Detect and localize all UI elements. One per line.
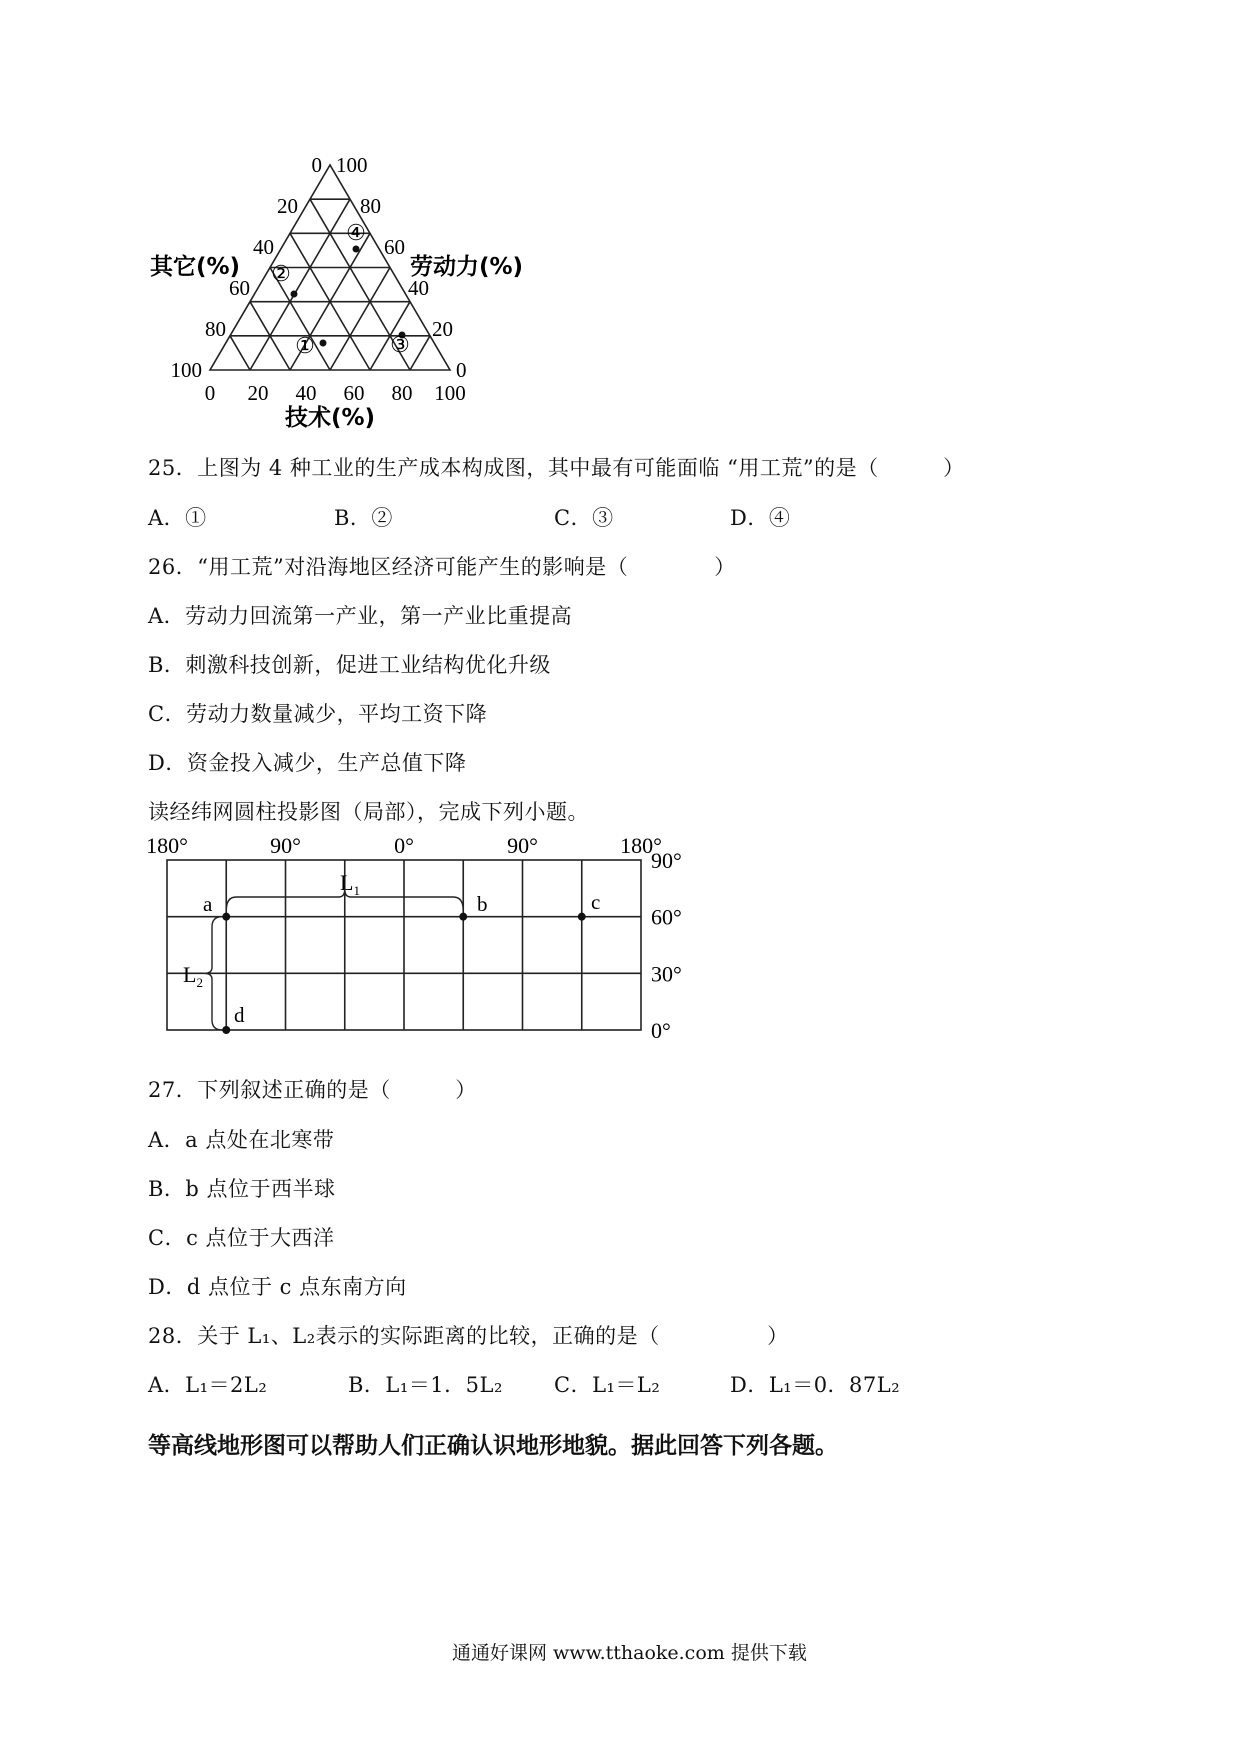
contour-intro: 等高线地形图可以帮助人们正确认识地形地貌。据此回答下列各题。 (148, 1433, 838, 1459)
bottom-tick-label: 0 (204, 381, 216, 405)
q28-option-d: D．L₁＝0．87L₂ (730, 1373, 901, 1397)
map-point (459, 913, 467, 921)
right-tick-label: 100 (336, 153, 368, 177)
marker-label: ③ (390, 332, 410, 358)
data-dot (291, 291, 298, 298)
left-tick-label: 100 (170, 358, 202, 382)
data-dot (320, 340, 327, 347)
right-tick-label: 40 (408, 276, 429, 300)
ternary-diagram (140, 150, 560, 440)
q26-stem: 26．“用工荒”对沿海地区经济可能产生的影响是（ ） (148, 555, 736, 579)
left-tick-label: 60 (229, 276, 250, 300)
map-point (578, 913, 586, 921)
q27-option-d: D．d 点位于 c 点东南方向 (148, 1275, 407, 1299)
bottom-tick-label: 100 (434, 381, 466, 405)
axis-label-labor: 劳动力(%) (410, 254, 524, 280)
q27-stem: 27．下列叙述正确的是（ ） (148, 1078, 477, 1102)
data-dot (353, 246, 360, 253)
q27-option-b: B．b 点位于西半球 (148, 1177, 336, 1201)
q27-option-a: A．a 点处在北寒带 (148, 1128, 335, 1152)
longitude-label: 180° (146, 835, 188, 858)
latitude-label: 90° (651, 848, 682, 873)
right-tick-label: 60 (384, 235, 405, 259)
l2-label: $L_2$ (183, 962, 203, 990)
q25-option-c: C．③ (554, 506, 614, 530)
axis-label-tech: 技术(%) (285, 405, 376, 431)
grid-line (410, 336, 430, 370)
longitude-label: 90° (270, 835, 301, 858)
latitude-label: 60° (651, 904, 682, 930)
q26-option-c: C．劳动力数量减少，平均工资下降 (148, 702, 488, 726)
q28-option-c: C．L₁＝L₂ (554, 1373, 661, 1397)
longitude-label: 0° (394, 835, 414, 858)
map-point (222, 913, 230, 921)
map-point-label: a (203, 892, 213, 916)
axis-label-other: 其它(%) (150, 254, 241, 280)
longitude-label: 90° (507, 835, 538, 858)
q28-option-a: A．L₁＝2L₂ (148, 1373, 268, 1397)
q26-option-a: A．劳动力回流第一产业，第一产业比重提高 (148, 604, 573, 628)
q25-option-b: B．② (334, 506, 393, 530)
q26-option-d: D．资金投入减少，生产总值下降 (148, 751, 467, 775)
map-point (222, 1026, 230, 1034)
q26-option-b: B．刺激科技创新，促进工业结构优化升级 (148, 653, 551, 677)
bottom-tick-label: 60 (343, 381, 365, 405)
marker-label: ① (295, 333, 315, 359)
graticule-map (140, 835, 700, 1050)
map-points (203, 890, 600, 1034)
q25-option-a: A．① (148, 506, 207, 530)
left-tick-label: 40 (253, 235, 274, 259)
marker-label: ② (271, 261, 291, 287)
bottom-tick-label: 20 (247, 381, 269, 405)
grid-line (330, 268, 390, 371)
right-tick-label: 20 (432, 317, 453, 341)
footer-credit: 通通好课网 www.tthaoke.com 提供下载 (452, 1642, 807, 1664)
map-point-label: c (591, 890, 601, 914)
marker-label: ④ (346, 220, 366, 246)
map-point-label: b (477, 892, 488, 916)
q27-option-c: C．c 点位于大西洋 (148, 1226, 335, 1250)
q25-stem: 25．上图为 4 种工业的生产成本构成图，其中最有可能面临 “用工荒”的是（ ） (148, 456, 965, 480)
bottom-tick-label: 40 (295, 381, 317, 405)
latitude-label: 30° (651, 961, 682, 987)
right-tick-label: 80 (360, 194, 381, 218)
map-intro: 读经纬网圆柱投影图（局部），完成下列小题。 (148, 800, 589, 824)
l1-label: $L_1$ (340, 870, 360, 898)
longitude-label: 180° (620, 835, 662, 858)
left-tick-label: 80 (205, 317, 226, 341)
left-tick-label: 0 (311, 153, 322, 177)
left-tick-label: 20 (277, 194, 298, 218)
map-point-label: d (234, 1003, 245, 1027)
right-tick-label: 0 (456, 358, 467, 382)
bottom-tick-label: 80 (391, 381, 413, 405)
q28-stem: 28．关于 L₁、L₂表示的实际距离的比较，正确的是（ ） (148, 1324, 789, 1348)
grid-line (230, 336, 250, 370)
latitude-label: 0° (651, 1018, 671, 1043)
q28-option-b: B．L₁＝1．5L₂ (348, 1373, 503, 1397)
q25-option-d: D．④ (730, 506, 791, 530)
